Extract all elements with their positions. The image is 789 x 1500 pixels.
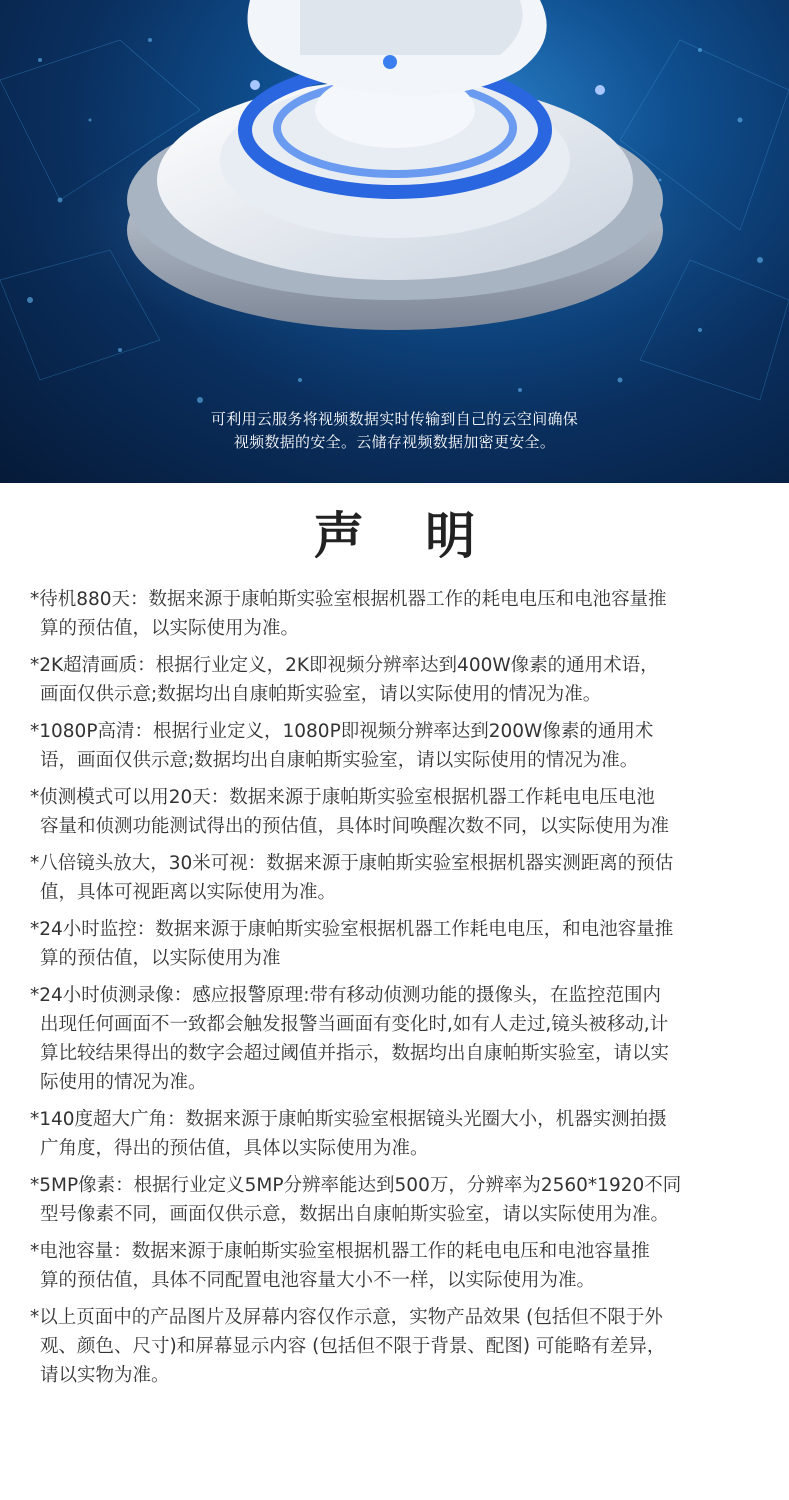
note-24h-recording [30, 981, 765, 1097]
note-battery [30, 1237, 765, 1295]
note-line: 型号像素不同，画面仅供示意，数据出自康帕斯实验室，请以实际使用为准。 [40, 1204, 670, 1225]
note-5mp [30, 1171, 765, 1229]
note-line: 算的预估值，以实际使用为准 [40, 948, 281, 969]
note-2k [30, 651, 765, 709]
note-line: 算比较结果得出的数字会超过阈值并指示，数据均出自康帕斯实验室，请以实 [40, 1043, 670, 1064]
note-line: 观、颜色、尺寸)和屏幕显示内容 (包括但不限于背景、配图) 可能略有差异， [40, 1336, 666, 1357]
statement-notes [0, 585, 789, 1390]
hero-banner [0, 0, 789, 483]
note-line: *八倍镜头放大，30米可视：数据来源于康帕斯实验室根据机器实测距离的预估 [30, 853, 674, 874]
note-zoom [30, 849, 765, 907]
note-line: *电池容量：数据来源于康帕斯实验室根据机器工作的耗电电压和电池容量推 [30, 1241, 650, 1262]
note-disclaimer [30, 1303, 765, 1390]
note-standby [30, 585, 765, 643]
note-line: *140度超大广角：数据来源于康帕斯实验室根据镜头光圈大小，机器实测拍摄 [30, 1109, 667, 1130]
note-line: *24小时侦测录像：感应报警原理:带有移动侦测功能的摄像头，在监控范围内 [30, 985, 662, 1006]
note-wide-angle [30, 1105, 765, 1163]
note-line: *侦测模式可以用20天：数据来源于康帕斯实验室根据机器工作耗电电压电池 [30, 787, 655, 808]
note-detection-mode [30, 783, 765, 841]
note-line: 请以实物为准。 [40, 1365, 170, 1386]
note-line: 算的预估值，以实际使用为准。 [40, 618, 300, 639]
note-line: *待机880天：数据来源于康帕斯实验室根据机器工作的耗电电压和电池容量推 [30, 589, 667, 610]
note-line: 画面仅供示意;数据均出自康帕斯实验室，请以实际使用的情况为准。 [40, 684, 602, 705]
note-line: 际使用的情况为准。 [40, 1072, 207, 1093]
hero-caption-line: 可利用云服务将视频数据实时传输到自己的云空间确保 [210, 410, 579, 428]
note-line: 算的预估值，具体不同配置电池容量大小不一样，以实际使用为准。 [40, 1270, 596, 1291]
note-line: *1080P高清：根据行业定义，1080P即视频分辨率达到200W像素的通用术 [30, 721, 654, 742]
hero-caption [0, 408, 789, 454]
note-1080p [30, 717, 765, 775]
note-24h-monitor [30, 915, 765, 973]
note-line: *24小时监控：数据来源于康帕斯实验室根据机器工作耗电电压，和电池容量推 [30, 919, 674, 940]
note-line: 值，具体可视距离以实际使用为准。 [40, 882, 337, 903]
note-line: *2K超清画质：根据行业定义，2K即视频分辨率达到400W像素的通用术语， [30, 655, 659, 676]
note-line: *以上页面中的产品图片及屏幕内容仅作示意，实物产品效果 (包括但不限于外 [30, 1307, 663, 1328]
hero-caption-line: 视频数据的安全。云储存视频数据加密更安全。 [233, 433, 556, 451]
note-line: 容量和侦测功能测试得出的预估值，具体时间唤醒次数不同，以实际使用为准 [40, 816, 670, 837]
note-line: 出现任何画面不一致都会触发报警当画面有变化时,如有人走过,镜头被移动,计 [40, 1014, 669, 1035]
note-line: 广角度，得出的预估值，具体以实际使用为准。 [40, 1138, 429, 1159]
statement-title: 声 明 [313, 507, 498, 565]
note-line: 语，画面仅供示意;数据均出自康帕斯实验室，请以实际使用的情况为准。 [40, 750, 639, 771]
note-line: *5MP像素：根据行业定义5MP分辨率能达到500万，分辨率为2560*1920不同 [30, 1175, 682, 1196]
